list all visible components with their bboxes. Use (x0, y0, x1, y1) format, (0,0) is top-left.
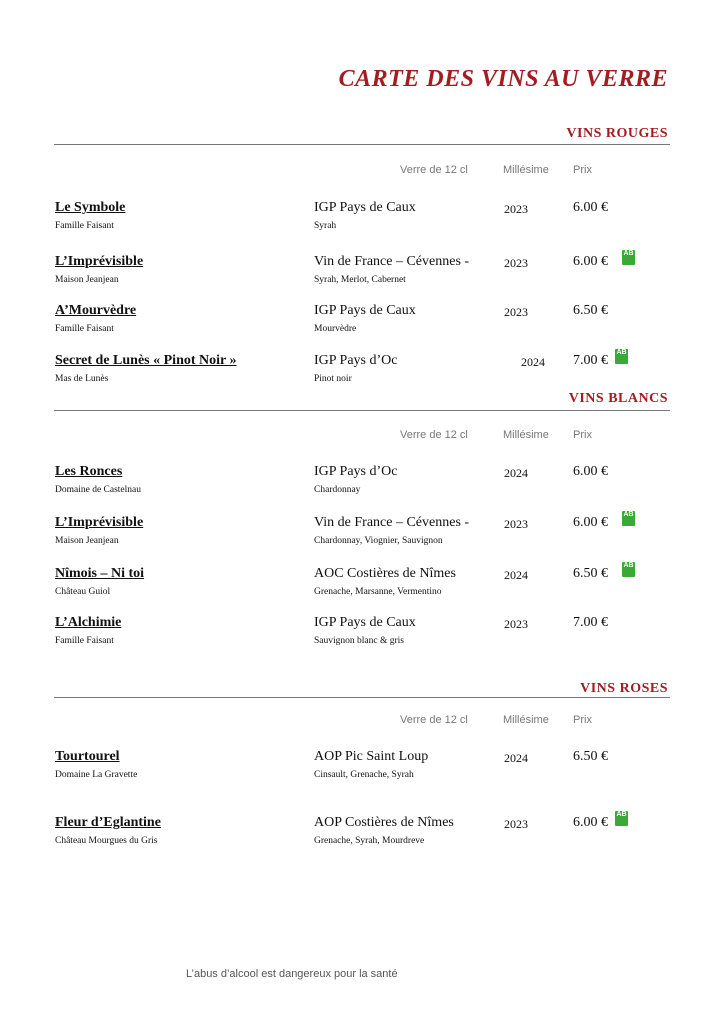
wine-producer: Domaine La Gravette (55, 770, 138, 780)
wine-vintage: 2023 (504, 617, 528, 631)
wine-grapes: Pinot noir (314, 374, 352, 384)
wine-row (0, 811, 724, 855)
wine-grapes: Syrah (314, 221, 337, 231)
wine-price: 6.50 € (573, 749, 608, 764)
wine-appellation: AOC Costières de Nîmes (314, 566, 456, 581)
wine-row (0, 464, 724, 504)
wine-row (0, 511, 724, 555)
wine-producer: Famille Faisant (55, 221, 114, 231)
wine-producer: Famille Faisant (55, 324, 114, 334)
wine-name: A’Mourvèdre (55, 303, 137, 318)
wine-grapes: Syrah, Merlot, Cabernet (314, 275, 406, 285)
wine-vintage: 2024 (521, 355, 545, 369)
section-title: VINS ROSES (580, 681, 668, 696)
organic-ab-icon: AB (615, 811, 628, 826)
organic-ab-icon: AB (615, 349, 628, 364)
column-header-price: Prix (573, 164, 592, 176)
section-title: VINS ROUGES (566, 126, 668, 141)
wine-row (0, 200, 724, 240)
column-header-vintage: Millésime (503, 714, 549, 726)
column-header-glass: Verre de 12 cl (400, 164, 468, 176)
wine-grapes: Grenache, Syrah, Mourdreve (314, 836, 425, 846)
wine-price: 6.00 € (573, 815, 608, 830)
wine-appellation: IGP Pays de Caux (314, 303, 416, 318)
wine-appellation: IGP Pays d’Oc (314, 353, 398, 368)
section-divider (54, 144, 670, 145)
wine-grapes: Chardonnay (314, 485, 361, 495)
wine-grapes: Mourvèdre (314, 324, 357, 334)
wine-name: L’Alchimie (55, 615, 122, 630)
wine-row (0, 349, 724, 393)
wine-price: 6.00 € (573, 464, 608, 479)
wine-price: 6.50 € (573, 566, 608, 581)
wine-name: Fleur d’Eglantine (55, 815, 161, 830)
wine-price: 7.00 € (573, 615, 608, 630)
wine-vintage: 2023 (504, 256, 528, 270)
wine-appellation: IGP Pays de Caux (314, 200, 416, 215)
wine-price: 6.00 € (573, 254, 608, 269)
wine-row (0, 303, 724, 343)
column-header-glass: Verre de 12 cl (400, 429, 468, 441)
wine-name: L’Imprévisible (55, 515, 144, 530)
wine-grapes: Grenache, Marsanne, Vermentino (314, 587, 442, 597)
wine-name: Tourtourel (55, 749, 120, 764)
wine-appellation: AOP Costières de Nîmes (314, 815, 454, 830)
wine-vintage: 2024 (504, 568, 528, 582)
wine-producer: Château Mourgues du Gris (55, 836, 158, 846)
wine-name: Le Symbole (55, 200, 126, 215)
wine-price: 6.50 € (573, 303, 608, 318)
wine-producer: Famille Faisant (55, 636, 114, 646)
wine-row (0, 562, 724, 606)
health-warning: L’abus d’alcool est dangereux pour la santé (186, 968, 398, 980)
wine-grapes: Sauvignon blanc & gris (314, 636, 404, 646)
wine-appellation: IGP Pays de Caux (314, 615, 416, 630)
page-title: CARTE DES VINS AU VERRE (338, 66, 668, 92)
wine-appellation: IGP Pays d’Oc (314, 464, 398, 479)
wine-vintage: 2024 (504, 466, 528, 480)
wine-grapes: Cinsault, Grenache, Syrah (314, 770, 414, 780)
wine-row (0, 749, 724, 789)
column-header-vintage: Millésime (503, 429, 549, 441)
column-header-price: Prix (573, 714, 592, 726)
wine-producer: Château Guiol (55, 587, 111, 597)
section-title: VINS BLANCS (568, 391, 668, 406)
wine-vintage: 2023 (504, 817, 528, 831)
wine-appellation: Vin de France – Cévennes - (314, 515, 470, 530)
column-header-glass: Verre de 12 cl (400, 714, 468, 726)
wine-appellation: Vin de France – Cévennes - (314, 254, 470, 269)
wine-appellation: AOP Pic Saint Loup (314, 749, 429, 764)
organic-ab-icon: AB (622, 511, 635, 526)
wine-row (0, 615, 724, 655)
wine-vintage: 2023 (504, 517, 528, 531)
wine-producer: Maison Jeanjean (55, 536, 119, 546)
wine-vintage: 2023 (504, 202, 528, 216)
wine-name: Les Ronces (55, 464, 123, 479)
section-divider (54, 697, 670, 698)
wine-producer: Mas de Lunès (55, 374, 109, 384)
wine-name: Nîmois – Ni toi (55, 566, 145, 581)
wine-row (0, 250, 724, 294)
wine-producer: Maison Jeanjean (55, 275, 119, 285)
organic-ab-icon: AB (622, 562, 635, 577)
wine-price: 6.00 € (573, 200, 608, 215)
wine-name: Secret de Lunès « Pinot Noir » (55, 353, 237, 368)
organic-ab-icon: AB (622, 250, 635, 265)
wine-price: 6.00 € (573, 515, 608, 530)
column-header-vintage: Millésime (503, 164, 549, 176)
wine-vintage: 2024 (504, 751, 528, 765)
column-header-price: Prix (573, 429, 592, 441)
wine-vintage: 2023 (504, 305, 528, 319)
wine-grapes: Chardonnay, Viognier, Sauvignon (314, 536, 443, 546)
wine-producer: Domaine de Castelnau (55, 485, 142, 495)
wine-price: 7.00 € (573, 353, 608, 368)
section-divider (54, 410, 670, 411)
wine-name: L’Imprévisible (55, 254, 144, 269)
